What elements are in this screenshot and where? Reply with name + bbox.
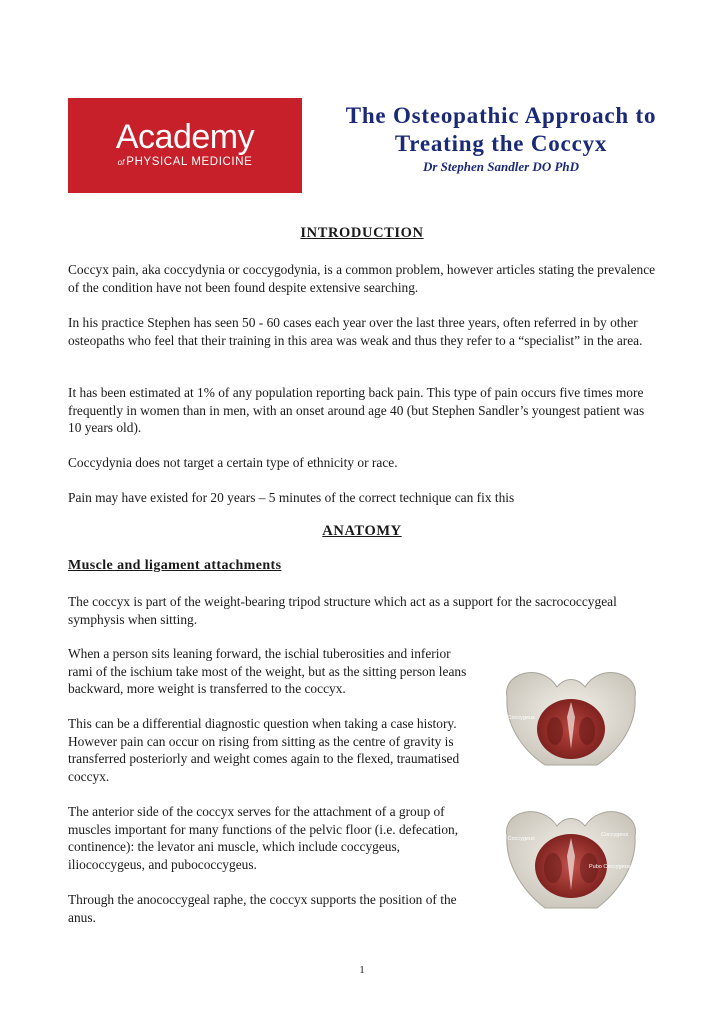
- anatomy-paragraph: The coccyx is part of the weight-bearing tripod structure which act as a support for the sacrococcygeal symphysis when sitting.: [68, 594, 617, 627]
- label-pubo-coccygeus: Pubo Coccygeus: [589, 864, 631, 870]
- logo-subtitle: [68, 156, 302, 169]
- intro-paragraph: Pain may have existed for 20 years – 5 minutes of the correct technique can fix this: [68, 490, 515, 505]
- pelvic-floor-illustration-1: [497, 657, 645, 771]
- label-ilio-coccygeus: Ilio Coccygeus: [499, 715, 535, 721]
- page-number: 1: [359, 964, 365, 976]
- document-title: [320, 102, 682, 158]
- intro-paragraph: It has been estimated at 1% of any population reporting back pain. This type of pain occurs five times more frequently in women than in men, with an onset around age 40 (but Stephen Sandler’s youngest patient was 10 years old).: [68, 385, 645, 435]
- pelvic-floor-illustration-2: [497, 798, 645, 912]
- anatomy-paragraph: Through the anococcygeal raphe, the coccyx supports the position of the anus.: [68, 892, 457, 925]
- anatomy-paragraph: This can be a differential diagnostic question when taking a case history. However pain can occur on rising from sitting as the centre of gravity is transferred posteriorly and weight comes again to the flexed, traumatised coccyx.: [68, 716, 460, 784]
- academy-logo: [68, 98, 302, 193]
- intro-paragraph: Coccyx pain, aka coccydynia or coccygodynia, is a common problem, however articles stating the prevalence of the condition have not been found despite extensive searching.: [68, 262, 656, 295]
- pelvis-drawing: [497, 657, 645, 771]
- intro-paragraph: In his practice Stephen has seen 50 - 60 cases each year over the last three years, often referred in by other osteopaths who feel that their training in this area was weak and thus they refer to a “specialist” in the area.: [68, 315, 643, 348]
- pelvis-drawing-labeled: [497, 798, 645, 912]
- anatomy-paragraph: The anterior side of the coccyx serves for the attachment of a group of muscles important for many functions of the pelvic floor (i.e. defecation, continence): the levator ani muscle, which include coccygeus, iliococcygeus, and pubococcygeus.: [68, 804, 459, 872]
- introduction-heading: INTRODUCTION: [300, 225, 424, 241]
- label-coccygeus: Coccygeus: [601, 832, 629, 838]
- title-line-1: The Osteopathic Approach to: [345, 103, 657, 128]
- logo-of: of: [117, 158, 125, 167]
- label-ilio-coccygeus: Ilio Coccygeus: [499, 836, 535, 842]
- anatomy-paragraph: When a person sits leaning forward, the ischial tuberosities and inferior rami of the ischium take most of the weight, but as the sitting person leans backward, more weight is transferred to the coccyx.: [68, 646, 467, 696]
- logo-subtitle-text: PHYSICAL MEDICINE: [126, 156, 253, 168]
- intro-paragraph: Coccydynia does not target a certain type of ethnicity or race.: [68, 455, 398, 470]
- title-line-2: Treating the Coccyx: [394, 131, 608, 156]
- author-line: Dr Stephen Sandler DO PhD: [422, 159, 580, 174]
- muscle-subheading: Muscle and ligament attachments: [68, 558, 282, 573]
- logo-wordmark: Academy: [115, 118, 255, 156]
- anatomy-heading: ANATOMY: [322, 523, 402, 539]
